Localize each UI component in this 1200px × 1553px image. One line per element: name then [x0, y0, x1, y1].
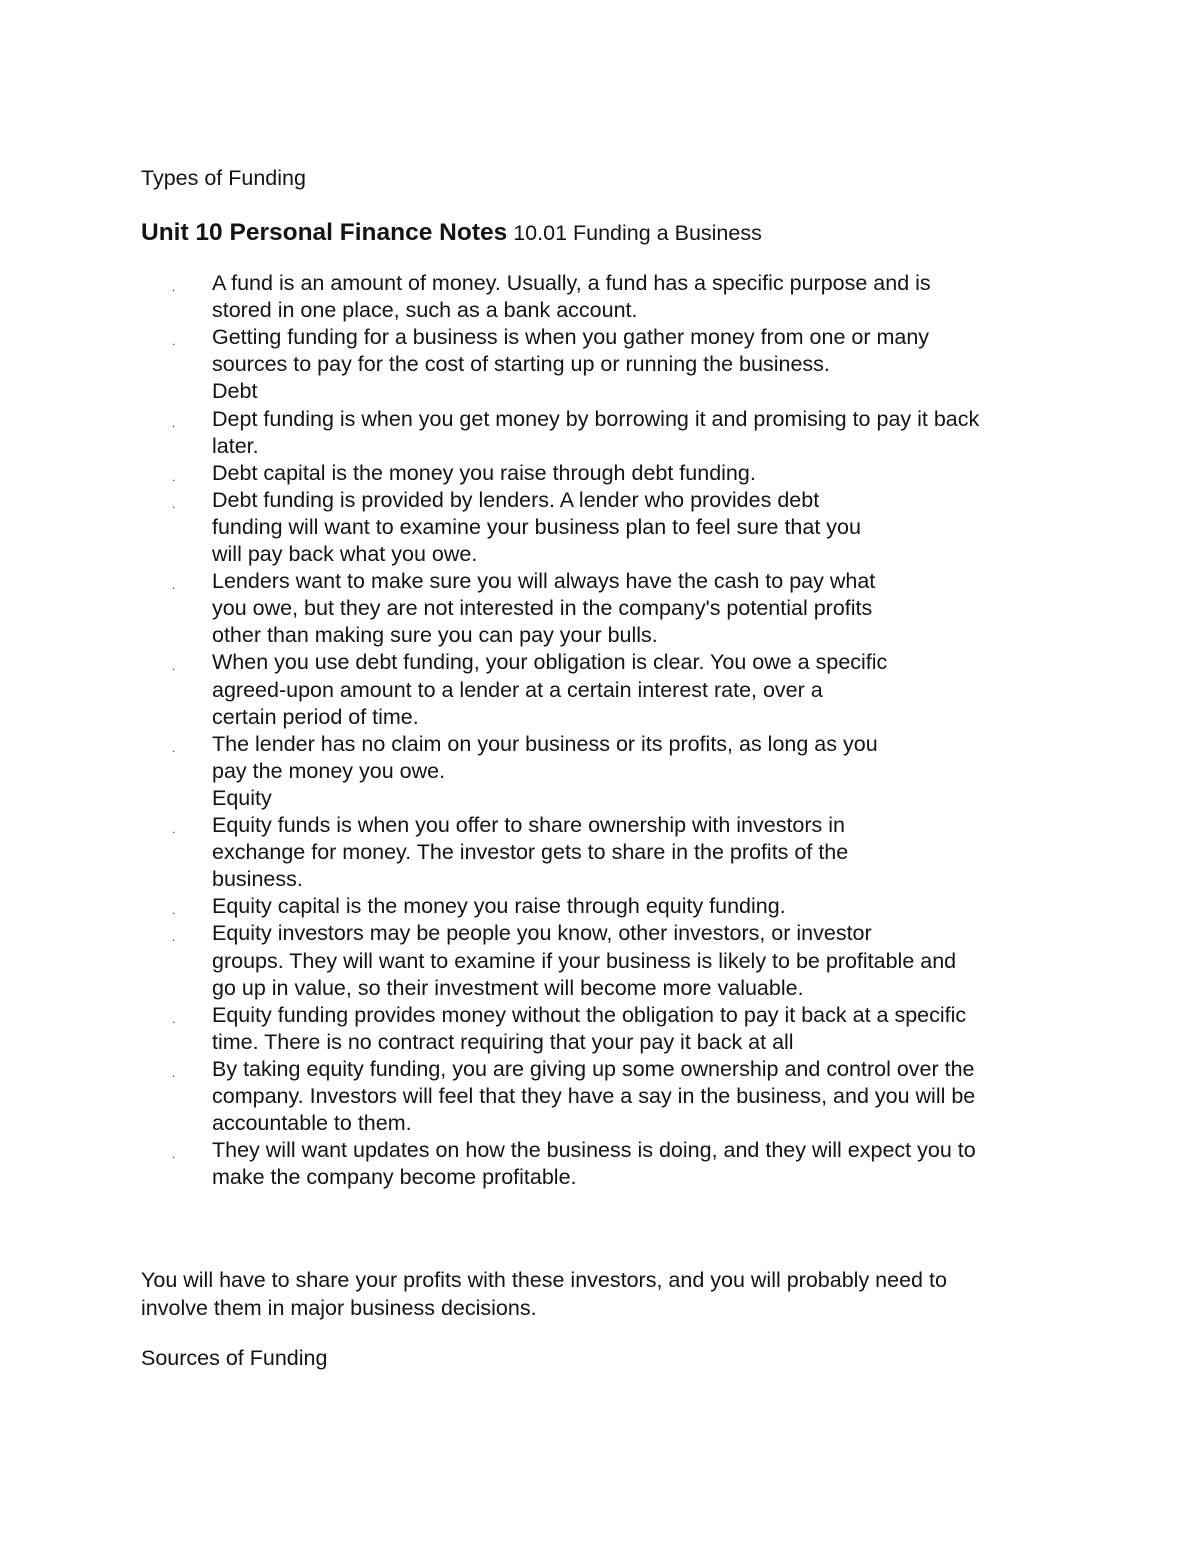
- note-line: Debt capital is the money you raise through debt funding.: [212, 461, 756, 485]
- bullet-marker: .: [172, 1147, 176, 1161]
- note-line: you owe, but they are not interested in the company's potential profits: [212, 596, 873, 620]
- document-title: [141, 216, 762, 253]
- note-line: funding will want to examine your business plan to feel sure that you: [212, 515, 861, 539]
- note-line: exchange for money. The investor gets to share in the profits of the: [212, 840, 849, 864]
- note-line: make the company become profitable.: [212, 1165, 577, 1189]
- note-line: other than making sure you can pay your bulls.: [212, 623, 658, 647]
- bullet-marker: .: [172, 930, 176, 944]
- note-line: company. Investors will feel that they have a say in the business, and you will be: [212, 1084, 976, 1108]
- note-line: A fund is an amount of money. Usually, a fund has a specific purpose and is: [212, 271, 931, 295]
- section-heading-text: Equity: [212, 786, 272, 810]
- note-line: pay the money you owe.: [212, 759, 446, 783]
- note-line: Equity funds is when you offer to share ownership with investors in: [212, 813, 845, 837]
- bullet-marker: .: [172, 578, 176, 592]
- note-line: Debt funding is provided by lenders. A lender who provides debt: [212, 488, 820, 512]
- bullet-marker: .: [172, 1066, 176, 1080]
- bullet-marker: .: [172, 334, 176, 348]
- note-line: Equity investors may be people you know, other investors, or investor: [212, 921, 872, 945]
- bullet-marker: .: [172, 741, 176, 755]
- note-line: The lender has no claim on your business or its profits, as long as you: [212, 732, 878, 756]
- note-line: will pay back what you owe.: [212, 542, 478, 566]
- note-line: Dept funding is when you get money by borrowing it and promising to pay it back: [212, 407, 980, 431]
- bullet-marker: .: [172, 416, 176, 430]
- note-line: By taking equity funding, you are giving up some ownership and control over the: [212, 1057, 975, 1081]
- types-of-funding-heading: Types of Funding: [141, 166, 306, 190]
- note-line: groups. They will want to examine if your business is likely to be profitable and: [212, 949, 957, 973]
- note-line: Getting funding for a business is when you gather money from one or many: [212, 325, 930, 349]
- note-line: Equity funding provides money without the obligation to pay it back at a specific: [212, 1003, 967, 1027]
- document-title-main: Unit 10 Personal Finance Notes: [141, 219, 508, 246]
- sources-of-funding-heading: Sources of Funding: [141, 1346, 328, 1370]
- note-line: When you use debt funding, your obligation is clear. You owe a specific: [212, 650, 888, 674]
- note-line: accountable to them.: [212, 1111, 412, 1135]
- bullet-marker: .: [172, 1012, 176, 1026]
- note-line: go up in value, so their investment will become more valuable.: [212, 976, 804, 1000]
- bullet-marker: .: [172, 280, 176, 294]
- note-line: later.: [212, 434, 259, 458]
- closing-paragraph: [141, 1266, 947, 1322]
- bullet-marker: .: [172, 659, 176, 673]
- note-line: They will want updates on how the business is doing, and they will expect you to: [212, 1138, 976, 1162]
- note-line: time. There is no contract requiring that your pay it back at all: [212, 1030, 794, 1054]
- closing-line: You will have to share your profits with these investors, and you will probably need to: [141, 1268, 947, 1292]
- note-line: stored in one place, such as a bank account.: [212, 298, 638, 322]
- note-line: certain period of time.: [212, 705, 419, 729]
- note-line: Equity capital is the money you raise through equity funding.: [212, 894, 786, 918]
- closing-line: involve them in major business decisions.: [141, 1296, 537, 1320]
- bullet-marker: .: [172, 470, 176, 484]
- note-line: business.: [212, 867, 303, 891]
- bullet-marker: .: [172, 497, 176, 511]
- bullet-marker: .: [172, 822, 176, 836]
- document-title-subtitle: 10.01 Funding a Business: [507, 221, 762, 245]
- note-line: sources to pay for the cost of starting up or running the business.: [212, 352, 830, 376]
- note-line: agreed-upon amount to a lender at a certain interest rate, over a: [212, 678, 823, 702]
- note-line: Lenders want to make sure you will always have the cash to pay what: [212, 569, 876, 593]
- bullet-marker: .: [172, 903, 176, 917]
- section-heading-text: Debt: [212, 379, 258, 403]
